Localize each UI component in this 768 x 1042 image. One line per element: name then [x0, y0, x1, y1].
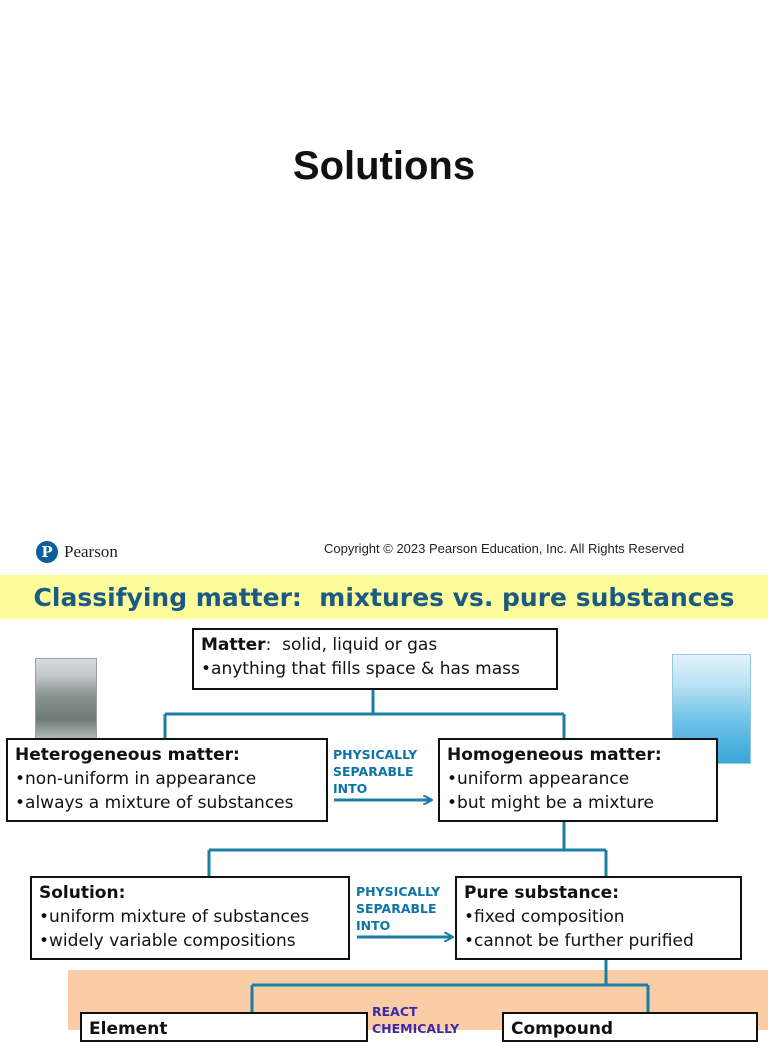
matter-box [192, 628, 558, 690]
compound-box [502, 1012, 758, 1042]
homogeneous-line2: •but might be a mixture [447, 793, 654, 813]
pearson-wordmark: Pearson [64, 542, 118, 561]
pure-substance-title: Pure substance [464, 883, 613, 903]
pure-substance-line2: •cannot be further purified [464, 931, 694, 951]
diagram-title: Classifying matter: mixtures vs. pure substances [33, 582, 735, 612]
heterogeneous-line2: •always a mixture of substances [15, 793, 294, 813]
element-title: Element [89, 1019, 168, 1039]
slide-title: Solutions [292, 144, 476, 188]
solution-line2: •widely variable compositions [39, 931, 296, 951]
matter-desc: : solid, liquid or gas [265, 635, 438, 655]
heterogeneous-title: Heterogeneous matter [15, 745, 233, 765]
matter-line2: •anything that fills space & has mass [201, 659, 520, 679]
homogeneous-line1: •uniform appearance [447, 769, 630, 789]
tree-connector-matter [165, 688, 564, 738]
homogeneous-box: Homogeneous matter: •uniform appearance •but might be a mixture [438, 738, 718, 822]
element-box [80, 1012, 368, 1042]
arrow-label-react: REACT CHEMICALLY [372, 1004, 460, 1036]
solution-box: Solution: •uniform mixture of substances •widely variable compositions [30, 876, 350, 960]
pearson-logo-icon: P [36, 541, 58, 563]
copyright-notice: Copyright © 2023 Pearson Education, Inc. All Rights Reserved [324, 541, 685, 556]
matter-title: Matter [201, 635, 266, 655]
arrow-label-physical-1: PHYSICALLY SEPARABLE INTO [333, 747, 418, 796]
arrow-label-physical-2: PHYSICALLY SEPARABLE INTO [356, 884, 441, 933]
heterogeneous-line1: •non-uniform in appearance [15, 769, 257, 789]
pure-substance-line1: •fixed composition [464, 907, 625, 927]
heterogeneous-box: Heterogeneous matter: •non-uniform in appearance •always a mixture of substances [6, 738, 328, 822]
solution-line1: •uniform mixture of substances [39, 907, 310, 927]
homogeneous-title: Homogeneous matter [447, 745, 655, 765]
solution-title: Solution [39, 883, 119, 903]
compound-title: Compound [511, 1019, 614, 1039]
pure-substance-box: Pure substance: •fixed composition •cannot be further purified [455, 876, 742, 960]
tree-connector-homogeneous [209, 822, 606, 876]
